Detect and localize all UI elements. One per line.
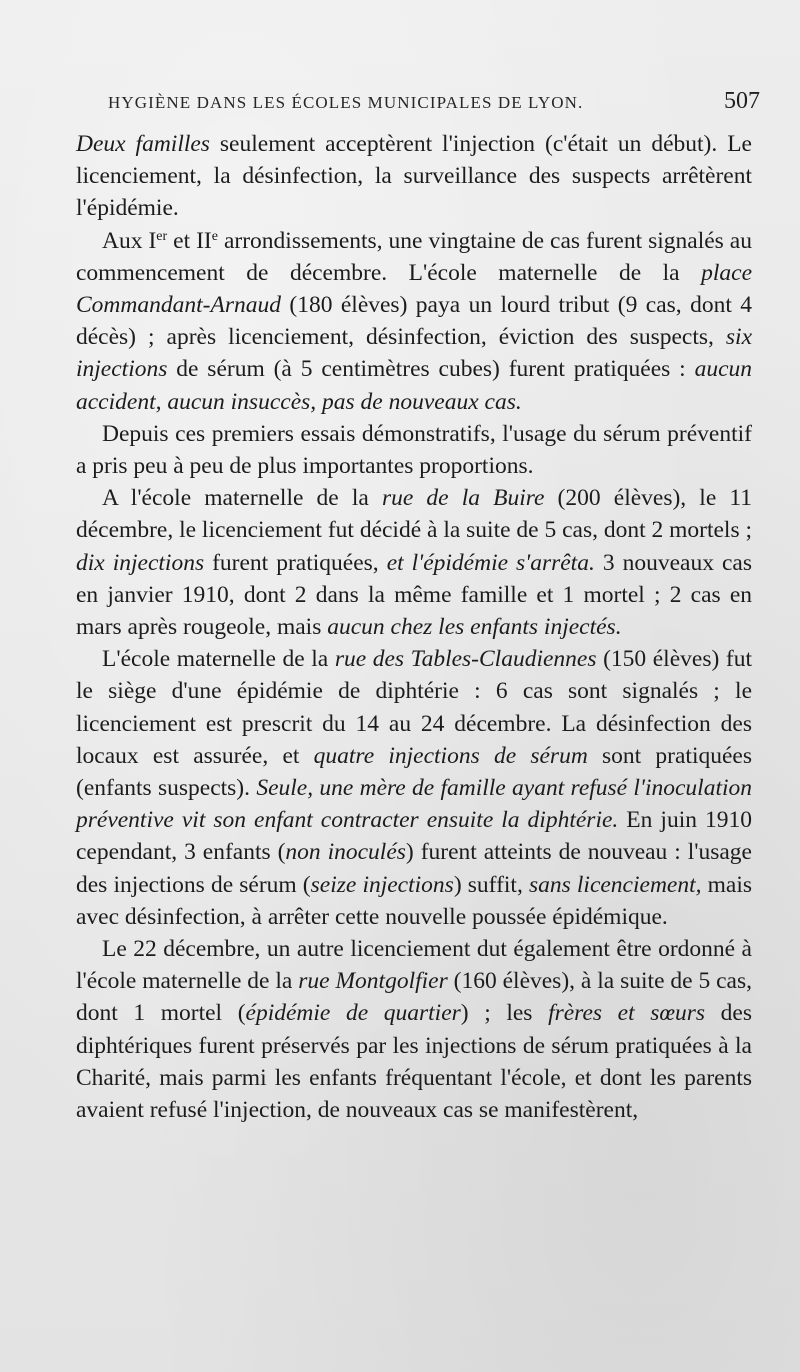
italic-text: six injections xyxy=(76,324,752,383)
text-run: et II xyxy=(167,227,212,254)
italic-text: épidémie de quartier xyxy=(245,1000,461,1027)
italic-text: aucun chez les enfants injectés. xyxy=(327,614,622,641)
text-run: En juin 1910 cependant, 3 enfants ( xyxy=(76,807,752,866)
italic-text: frères et sœurs xyxy=(548,1000,706,1027)
text-run: (150 élèves) fut le siège d'une épidémie de diphtérie : 6 cas sont signalés ; le licenciement est prescrit du 14 au 24 décembre. La désinfection des locaux est assurée, et xyxy=(76,646,752,769)
text-run: Aux I xyxy=(102,227,157,254)
italic-text: quatre injections de sérum xyxy=(313,742,588,769)
paragraph xyxy=(76,128,752,225)
paragraph xyxy=(76,225,752,418)
italic-text: sans licenciement, xyxy=(528,871,702,898)
italic-text: rue des Tables-Claudiennes xyxy=(334,646,597,673)
text-run: (180 élèves) paya un lourd tribut (9 cas, dont 4 décès) ; après licenciement, désinfection, éviction des suspects, xyxy=(76,292,752,351)
text-run: A l'école maternelle de la xyxy=(102,485,382,512)
paragraph xyxy=(76,933,752,1126)
italic-text: Seule, une mère de famille ayant refusé l'inoculation préventive vit son enfant contracter ensuite la diphtérie. xyxy=(76,775,752,834)
italic-text: aucun accident, aucun insuccès, pas de nouveaux cas. xyxy=(76,356,752,415)
paragraph xyxy=(76,482,752,643)
text-run: Depuis ces premiers essais démonstratifs, l'usage du sérum préventif a pris peu à peu de plus importantes proportions. xyxy=(76,420,752,480)
text-run: ) furent atteints de nouveau : l'usage des injections de sérum ( xyxy=(76,839,752,898)
italic-text: rue de la Buire xyxy=(381,485,545,512)
text-run: Le 22 décembre, un autre licenciement dut également être ordonné à l'école maternelle de la xyxy=(76,936,752,995)
text-run: L'école maternelle de la xyxy=(102,646,335,673)
italic-text: seize injections xyxy=(310,871,454,898)
text-run: mais avec désinfection, à arrêter cette nouvelle poussée épidémique. xyxy=(76,871,753,930)
text-run: (200 élèves), le 11 décembre, le licenciement fut décidé à la suite de 5 cas, dont 2 mortels ; xyxy=(76,485,753,544)
italic-text: rue Montgolfier xyxy=(298,968,448,995)
page-header xyxy=(108,88,760,118)
text-run: des diphtériques furent préservés par les injections de sérum pratiquées à la Charité, mais parmi les enfants fréquentant l'école, et dont les parents avaient refusé l'injection, de nouveaux cas se manifestèrent, xyxy=(76,1000,753,1124)
superscript-text: e xyxy=(211,228,218,244)
text-run: arrondissements, une vingtaine de cas furent signalés au commencement de décembre. L'école maternelle de la xyxy=(76,227,752,286)
text-run: sont pratiquées (enfants suspects). xyxy=(76,742,752,802)
page-number: 507 xyxy=(724,88,760,114)
superscript-text: er xyxy=(156,228,168,244)
running-title: HYGIÈNE DANS LES ÉCOLES MUNICIPALES DE LYON. xyxy=(108,93,584,112)
body-text xyxy=(76,128,752,1126)
italic-text: non inoculés xyxy=(285,839,406,866)
italic-text: Deux familles xyxy=(76,131,210,157)
text-run: (160 élèves), à la suite de 5 cas, dont 1 mortel ( xyxy=(76,968,753,1027)
text-run: seulement acceptèrent l'injection (c'était un début). Le licenciement, la désinfection, la surveillance des suspects arrêtèrent l'épidémie. xyxy=(76,131,752,222)
text-run: ) ; les xyxy=(460,1000,549,1027)
italic-text: dix injections xyxy=(76,549,205,576)
paragraph xyxy=(76,418,752,482)
text-run: de sérum (à 5 centimètres cubes) furent pratiquées : xyxy=(167,356,695,383)
text-run: 3 nouveaux cas en janvier 1910, dont 2 dans la même famille et 1 mortel ; 2 cas en mars après rougeole, mais xyxy=(76,549,752,641)
italic-text: place Commandant-Arnaud xyxy=(76,259,752,319)
italic-text: et l'épidémie s'arrêta. xyxy=(386,549,595,576)
text-run: ) suffit, xyxy=(453,871,529,898)
paragraph xyxy=(76,643,752,933)
text-run: furent pratiquées, xyxy=(204,549,387,576)
